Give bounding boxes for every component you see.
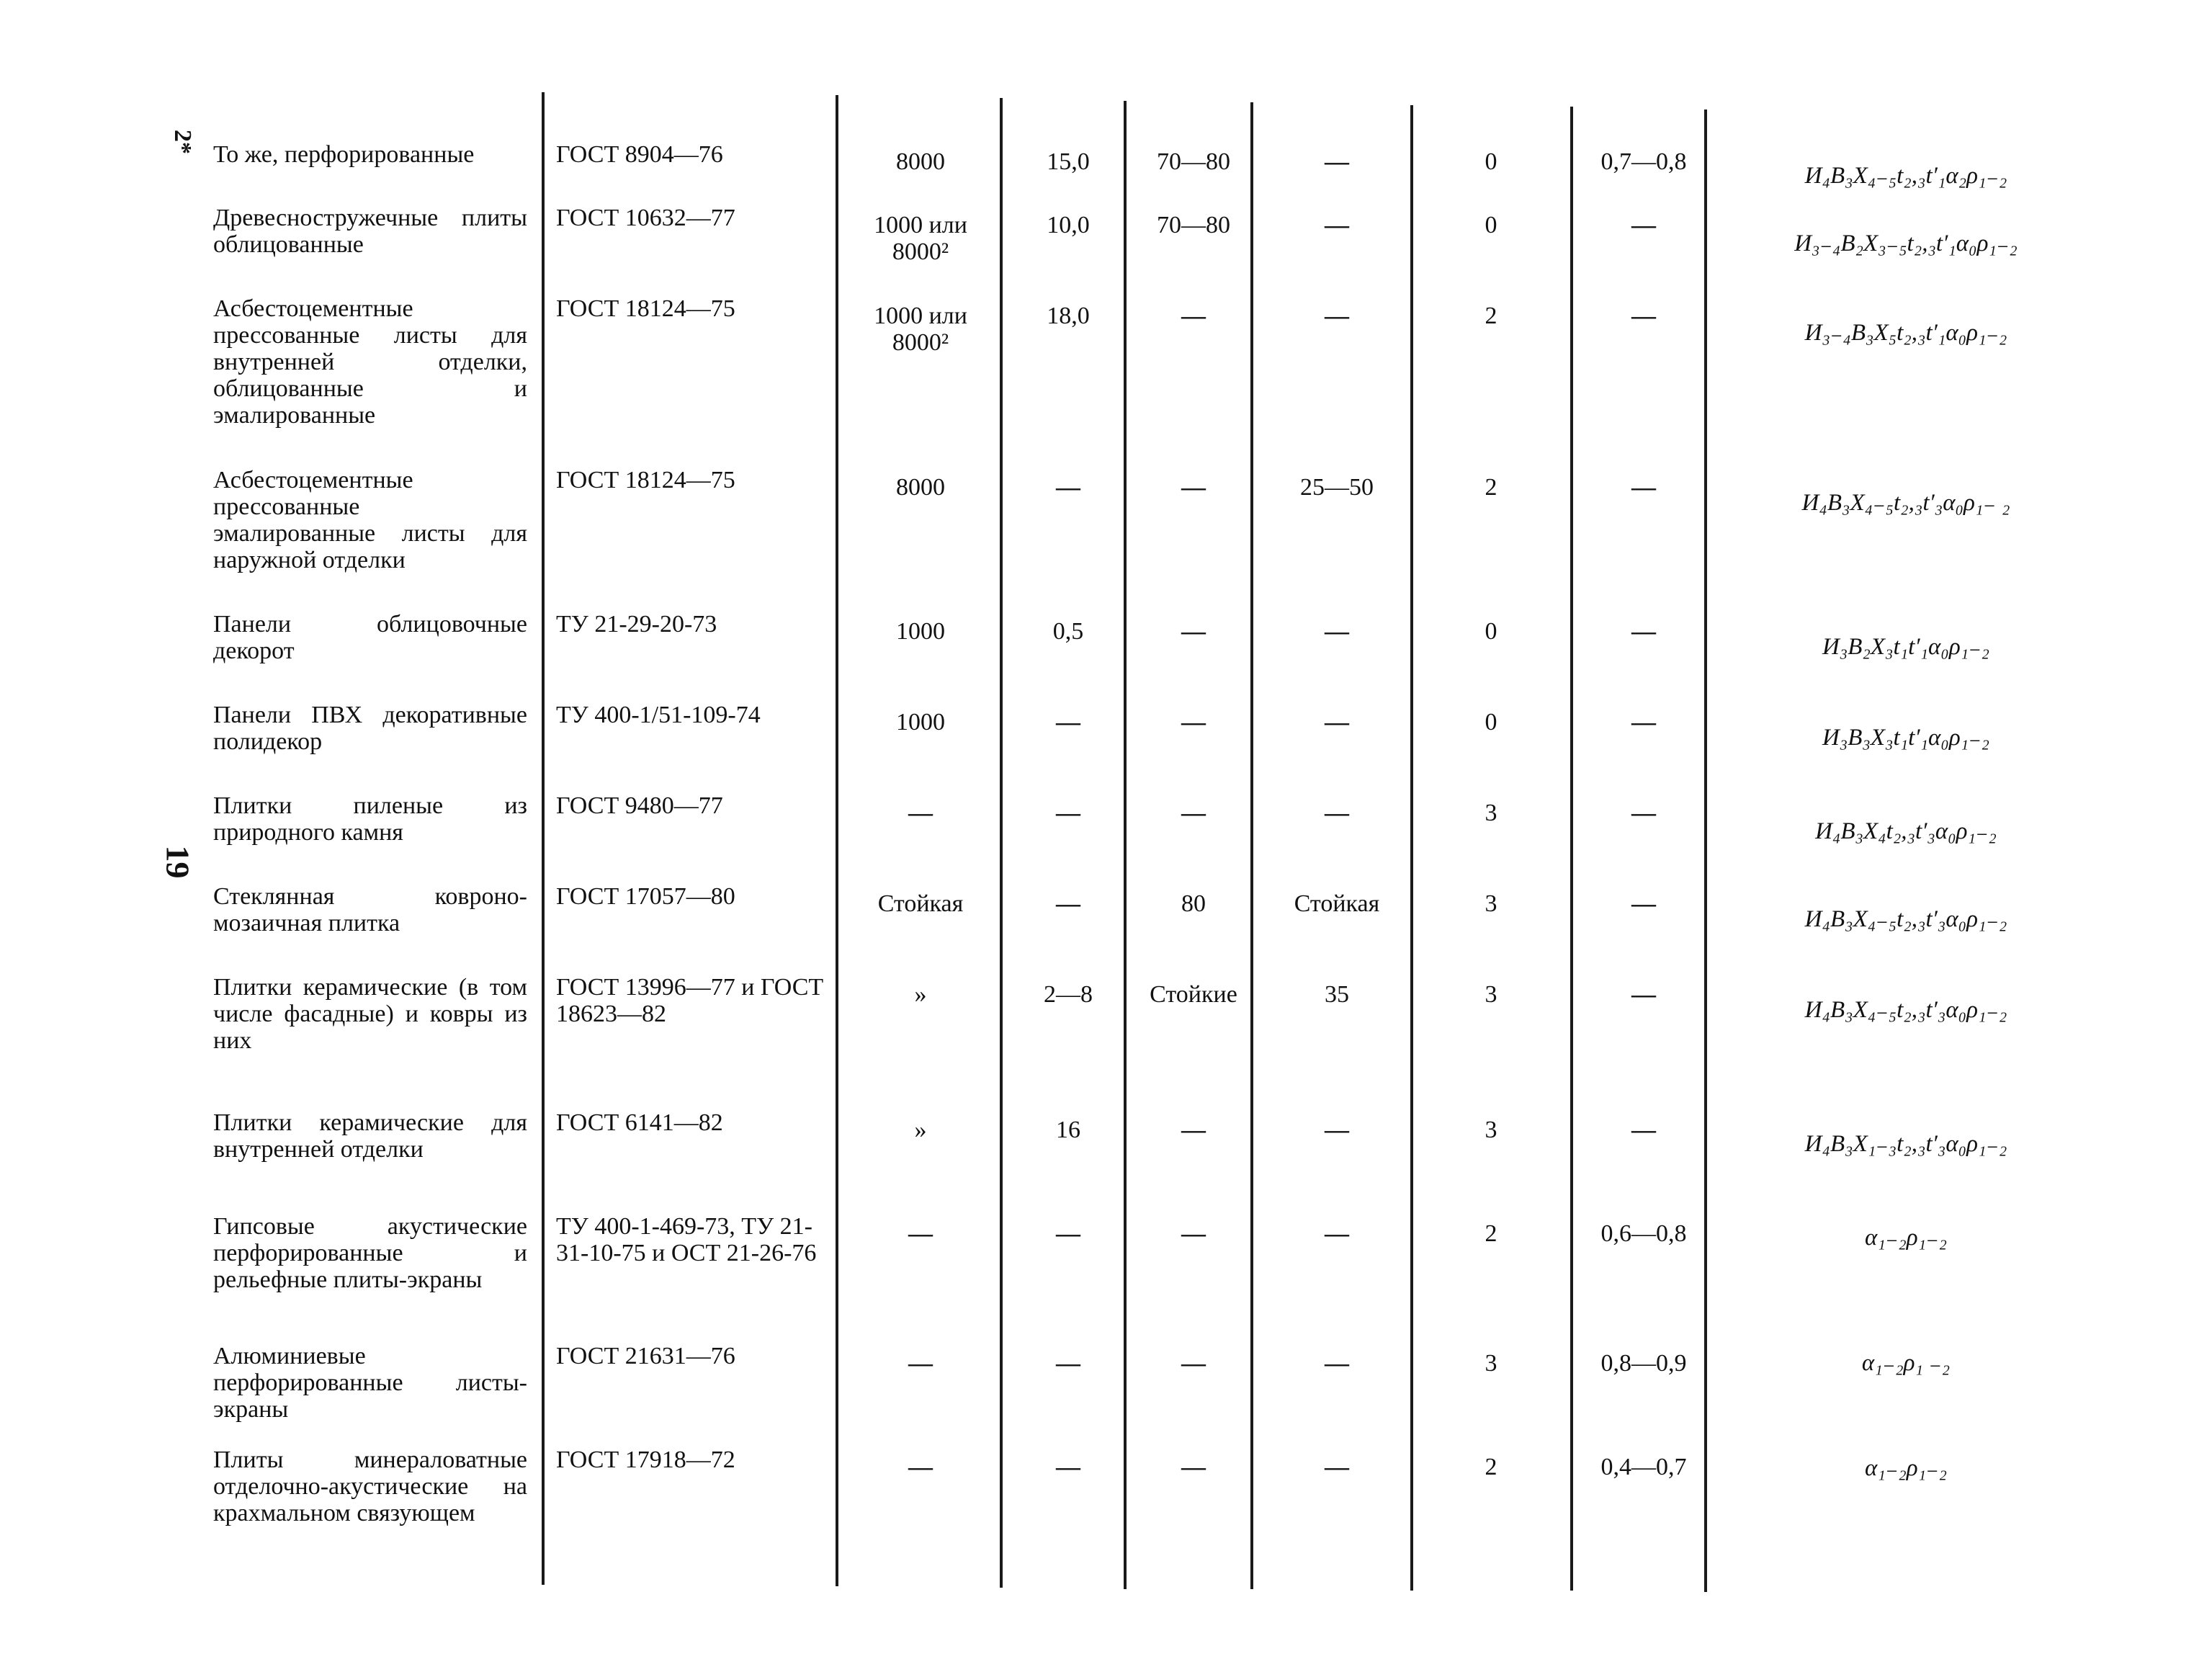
value-col-3: — [908, 1220, 933, 1247]
value-col-7: 3 [1485, 800, 1497, 826]
value-col-4: — [1056, 1220, 1080, 1247]
classification-formula: И₄В₃Х₄t₂,₃t′₃α₀ρ₁₋₂ [1815, 818, 1997, 844]
classification-formula: И₄В₃Х₁₋₃t₂,₃t′₃α₀ρ₁₋₂ [1804, 1131, 2007, 1157]
value-col-3: — [908, 1350, 933, 1377]
value-col-3: 8000 [896, 474, 945, 501]
value-col-3: » [914, 1117, 927, 1143]
page-number: 19 [159, 845, 197, 879]
value-col-5: — [1181, 1454, 1206, 1480]
value-col-6: 25—50 [1300, 474, 1374, 501]
value-col-6: — [1325, 709, 1349, 735]
standard-ref: ГОСТ 8904—76 [556, 141, 723, 168]
value-col-5: — [1181, 800, 1206, 826]
value-col-3: » [914, 981, 927, 1008]
value-col-4: — [1056, 709, 1080, 735]
value-col-4: 16 [1056, 1117, 1080, 1143]
value-col-5: Стойкие [1150, 981, 1237, 1008]
value-col-6: — [1325, 800, 1349, 826]
standard-ref: ГОСТ 6141—82 [556, 1109, 723, 1136]
value-col-6: — [1325, 618, 1349, 645]
value-col-8: — [1631, 890, 1656, 917]
value-col-5: 70—80 [1157, 148, 1230, 175]
standard-ref: ГОСТ 18124—75 [556, 295, 735, 322]
value-col-4: 15,0 [1047, 148, 1090, 175]
value-col-4: 10,0 [1047, 212, 1090, 238]
material-name: Гипсовые акустические перфорированные и рельефные плиты-экраны [213, 1213, 527, 1293]
value-col-3: Стойкая [877, 890, 964, 917]
material-name: Панели ПВХ декоративные полидекор [213, 702, 527, 755]
value-col-7: 0 [1485, 618, 1497, 645]
value-col-3: — [908, 1454, 933, 1480]
material-name: Асбестоцементные прессованные эмалированные листы для наружной отделки [213, 467, 527, 573]
value-col-3: 1000 [896, 618, 945, 645]
value-col-8: 0,8—0,9 [1600, 1350, 1687, 1377]
material-name: Панели облицовочные декорот [213, 611, 527, 664]
value-col-4: — [1056, 1350, 1080, 1377]
value-col-7: 2 [1485, 1454, 1497, 1480]
value-col-6: — [1325, 1350, 1349, 1377]
standard-ref: ТУ 400-1-469-73, ТУ 21-31-10-75 и ОСТ 21-26-76 [556, 1213, 817, 1266]
material-name: Стеклянная ковроно-мозаичная плитка [213, 883, 527, 936]
standard-ref: ГОСТ 10632—77 [556, 205, 735, 231]
standard-ref: ГОСТ 17918—72 [556, 1446, 735, 1473]
value-col-7: 2 [1485, 1220, 1497, 1247]
value-col-6: — [1325, 1220, 1349, 1247]
value-col-3: — [908, 800, 933, 826]
material-name: То же, перфорированные [213, 141, 475, 168]
classification-formula: α₁₋₂ρ₁₋₂ [1865, 1225, 1947, 1251]
standard-ref: ГОСТ 17057—80 [556, 883, 735, 910]
value-col-8: — [1631, 212, 1656, 238]
value-col-4: 18,0 [1047, 303, 1090, 329]
value-col-6: — [1325, 303, 1349, 329]
value-col-5: — [1181, 1350, 1206, 1377]
value-col-3: 1000 или 8000² [874, 303, 967, 356]
classification-formula: И₄В₃Х₄₋₅t₂,₃t′₃α₀ρ₁₋ ₂ [1801, 490, 2010, 516]
classification-formula: И₃₋₄В₂Х₃₋₅t₂,₃t′₁α₀ρ₁₋₂ [1794, 231, 2018, 256]
classification-formula: И₄В₃Х₄₋₅t₂,₃t′₃α₀ρ₁₋₂ [1804, 906, 2007, 932]
material-name: Плитки керамические (в том числе фасадные) и ковры из них [213, 974, 527, 1054]
value-col-8: — [1631, 709, 1656, 735]
value-col-5: — [1181, 474, 1206, 501]
value-col-6: — [1325, 148, 1349, 175]
value-col-7: 0 [1485, 709, 1497, 735]
value-col-6: 35 [1325, 981, 1349, 1008]
value-col-3: 1000 [896, 709, 945, 735]
value-col-7: 0 [1485, 148, 1497, 175]
classification-formula: α₁₋₂ρ₁ ₋₂ [1861, 1350, 1951, 1376]
classification-formula: И₄В₃Х₄₋₅t₂,₃t′₃α₀ρ₁₋₂ [1804, 997, 2007, 1023]
material-name: Алюминиевые перфорированные листы-экраны [213, 1343, 527, 1423]
classification-formula: И₄В₃Х₄₋₅t₂,₃t′₁α₂ρ₁₋₂ [1804, 163, 2007, 189]
standard-ref: ГОСТ 9480—77 [556, 792, 723, 819]
value-col-8: 0,4—0,7 [1600, 1454, 1687, 1480]
value-col-6: Стойкая [1294, 890, 1380, 917]
value-col-6: — [1325, 1454, 1349, 1480]
material-name: Древесностружечные плиты облицованные [213, 205, 527, 258]
classification-formula: И₃₋₄В₃Х₅t₂,₃t′₁α₀ρ₁₋₂ [1804, 320, 2007, 346]
value-col-5: 80 [1181, 890, 1206, 917]
material-name: Плитки пиленые из природного камня [213, 792, 527, 846]
standard-ref: ГОСТ 18124—75 [556, 467, 735, 493]
value-col-4: — [1056, 1454, 1080, 1480]
value-col-8: — [1631, 474, 1656, 501]
standard-ref: ГОСТ 13996—77 и ГОСТ 18623—82 [556, 974, 824, 1027]
value-col-7: 3 [1485, 1350, 1497, 1377]
value-col-8: 0,7—0,8 [1600, 148, 1687, 175]
value-col-6: — [1325, 212, 1349, 238]
value-col-5: — [1181, 618, 1206, 645]
material-name: Плиты минераловатные отделочно-акустические на крахмальном связующем [213, 1446, 527, 1526]
classification-formula: И₃В₂Х₃t₁t′₁α₀ρ₁₋₂ [1822, 634, 1990, 660]
column-rule [542, 92, 545, 1585]
value-col-4: — [1056, 474, 1080, 501]
value-col-4: 2—8 [1044, 981, 1093, 1008]
value-col-8: — [1631, 1117, 1656, 1143]
value-col-5: — [1181, 1117, 1206, 1143]
value-col-7: 2 [1485, 303, 1497, 329]
value-col-4: — [1056, 800, 1080, 826]
value-col-6: — [1325, 1117, 1349, 1143]
top-marker: 2* [169, 130, 196, 154]
value-col-7: 2 [1485, 474, 1497, 501]
value-col-4: — [1056, 890, 1080, 917]
value-col-7: 0 [1485, 212, 1497, 238]
value-col-8: — [1631, 303, 1656, 329]
value-col-7: 3 [1485, 1117, 1497, 1143]
column-rule [1000, 98, 1003, 1588]
column-rule [836, 95, 838, 1586]
value-col-8: — [1631, 981, 1656, 1008]
column-rule [1570, 107, 1573, 1591]
value-col-8: 0,6—0,8 [1600, 1220, 1687, 1247]
classification-formula: И₃В₃Х₃t₁t′₁α₀ρ₁₋₂ [1822, 725, 1990, 751]
material-name: Асбестоцементные прессованные листы для внутренней отделки, облицованные и эмалированные [213, 295, 527, 429]
classification-formula: α₁₋₂ρ₁₋₂ [1865, 1455, 1947, 1481]
value-col-3: 1000 или 8000² [874, 212, 967, 265]
value-col-8: — [1631, 800, 1656, 826]
value-col-7: 3 [1485, 981, 1497, 1008]
standard-ref: ТУ 400-1/51-109-74 [556, 702, 761, 728]
value-col-4: 0,5 [1052, 618, 1084, 645]
value-col-3: 8000 [896, 148, 945, 175]
value-col-5: 70—80 [1157, 212, 1230, 238]
value-col-5: — [1181, 1220, 1206, 1247]
standard-ref: ТУ 21-29-20-73 [556, 611, 717, 638]
value-col-7: 3 [1485, 890, 1497, 917]
value-col-5: — [1181, 709, 1206, 735]
standard-ref: ГОСТ 21631—76 [556, 1343, 735, 1369]
value-col-5: — [1181, 303, 1206, 329]
value-col-8: — [1631, 618, 1656, 645]
material-name: Плитки керамические для внутренней отделки [213, 1109, 527, 1163]
